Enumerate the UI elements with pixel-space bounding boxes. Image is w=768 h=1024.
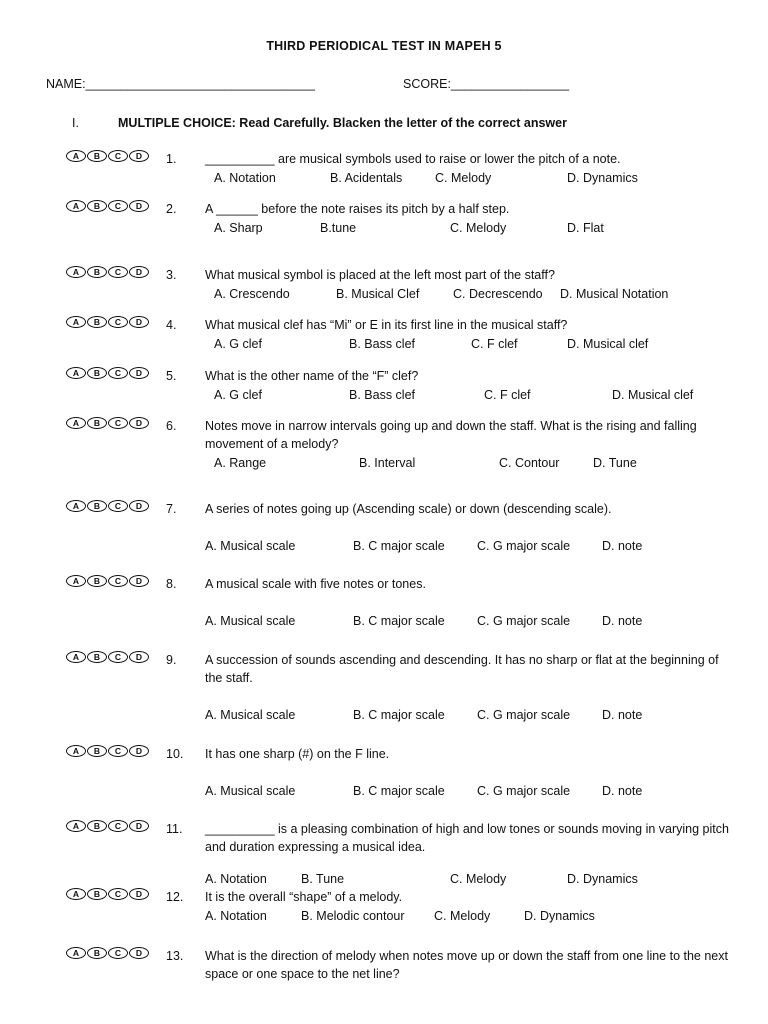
- answer-bubble-d[interactable]: D: [129, 888, 149, 900]
- answer-bubble-a[interactable]: A: [66, 417, 86, 429]
- question-number: 13.: [166, 949, 184, 963]
- name-field: NAME:_________________________________: [46, 77, 316, 91]
- question-number: 12.: [166, 890, 184, 904]
- option-a: A. Sharp: [214, 221, 263, 235]
- question-text: What is the other name of the “F” clef?: [205, 369, 419, 383]
- answer-bubble-a[interactable]: A: [66, 266, 86, 278]
- question-text: Notes move in narrow intervals going up and down the staff. What is the rising and falling movement of a melody?: [205, 419, 697, 451]
- option-c: C. G major scale: [477, 539, 571, 553]
- question-number: 9.: [166, 653, 177, 667]
- section-instruction: MULTIPLE CHOICE: Read Carefully. Blacken the letter of the correct answer: [118, 116, 567, 130]
- answer-bubble-d[interactable]: D: [129, 575, 149, 587]
- answer-bubble-b[interactable]: B: [87, 266, 107, 278]
- option-c: C. Melody: [435, 171, 492, 185]
- answer-bubble-c[interactable]: C: [108, 316, 128, 328]
- answer-bubble-a[interactable]: A: [66, 575, 86, 587]
- option-a: A. G clef: [214, 337, 262, 351]
- option-d: D. Dynamics: [567, 872, 638, 886]
- answer-bubble-c[interactable]: C: [108, 150, 128, 162]
- answer-bubble-b[interactable]: B: [87, 651, 107, 663]
- option-c: C. Melody: [450, 872, 507, 886]
- answer-bubbles: [66, 947, 149, 959]
- question-text: A musical scale with five notes or tones.: [205, 577, 426, 591]
- answer-bubble-b[interactable]: B: [87, 947, 107, 959]
- question-number: 1.: [166, 152, 177, 166]
- question-number: 10.: [166, 747, 184, 761]
- answer-bubble-b[interactable]: B: [87, 888, 107, 900]
- question-number: 7.: [166, 502, 177, 516]
- score-field: SCORE:_________________: [403, 77, 570, 91]
- question-text: A ______ before the note raises its pitch by a half step.: [205, 202, 510, 216]
- option-a: A. Musical scale: [205, 614, 296, 628]
- answer-bubble-d[interactable]: D: [129, 820, 149, 832]
- answer-bubble-b[interactable]: B: [87, 150, 107, 162]
- answer-bubble-a[interactable]: A: [66, 500, 86, 512]
- option-a: A. Range: [214, 456, 267, 470]
- question-text: It has one sharp (#) on the F line.: [205, 747, 390, 761]
- question-text: What musical clef has “Mi” or E in its first line in the musical staff?: [205, 318, 568, 332]
- option-b: B. C major scale: [353, 784, 445, 798]
- answer-bubble-c[interactable]: C: [108, 500, 128, 512]
- question-text: What musical symbol is placed at the left most part of the staff?: [205, 268, 555, 282]
- answer-bubbles: [66, 820, 149, 832]
- answer-bubble-d[interactable]: D: [129, 150, 149, 162]
- option-d: D. Dynamics: [567, 171, 638, 185]
- answer-bubble-d[interactable]: D: [129, 200, 149, 212]
- option-b: B. C major scale: [353, 614, 445, 628]
- answer-bubble-c[interactable]: C: [108, 820, 128, 832]
- option-d: D. note: [602, 784, 643, 798]
- question-number: 5.: [166, 369, 177, 383]
- answer-bubbles: [66, 367, 149, 379]
- question-number: 6.: [166, 419, 177, 433]
- option-b: B. Tune: [301, 872, 345, 886]
- question-text: A series of notes going up (Ascending scale) or down (descending scale).: [205, 502, 612, 516]
- answer-bubble-b[interactable]: B: [87, 575, 107, 587]
- option-c: C. G major scale: [477, 614, 571, 628]
- answer-bubble-d[interactable]: D: [129, 316, 149, 328]
- answer-bubbles: [66, 200, 149, 212]
- answer-bubbles: [66, 500, 149, 512]
- answer-bubble-c[interactable]: C: [108, 575, 128, 587]
- option-c: C. F clef: [471, 337, 518, 351]
- option-d: D. Musical Notation: [560, 287, 669, 301]
- option-b: B. Acidentals: [330, 171, 403, 185]
- answer-bubble-d[interactable]: D: [129, 651, 149, 663]
- question-text: __________ are musical symbols used to raise or lower the pitch of a note.: [205, 152, 621, 166]
- option-b: B.tune: [320, 221, 357, 235]
- answer-bubble-c[interactable]: C: [108, 266, 128, 278]
- answer-bubble-a[interactable]: A: [66, 745, 86, 757]
- answer-bubble-d[interactable]: D: [129, 947, 149, 959]
- question-number: 3.: [166, 268, 177, 282]
- option-a: A. Notation: [205, 872, 267, 886]
- option-b: B. Musical Clef: [336, 287, 420, 301]
- section-number: I.: [72, 116, 79, 130]
- answer-bubble-c[interactable]: C: [108, 947, 128, 959]
- option-d: D. note: [602, 614, 643, 628]
- answer-bubbles: [66, 651, 149, 663]
- answer-bubbles: [66, 888, 149, 900]
- answer-bubble-a[interactable]: A: [66, 820, 86, 832]
- answer-bubble-a[interactable]: A: [66, 367, 86, 379]
- option-c: C. Melody: [434, 909, 491, 923]
- option-c: C. F clef: [484, 388, 531, 402]
- answer-bubbles: [66, 745, 149, 757]
- option-d: D. note: [602, 708, 643, 722]
- option-d: D. Musical clef: [567, 337, 649, 351]
- answer-bubble-d[interactable]: D: [129, 417, 149, 429]
- option-a: A. Musical scale: [205, 708, 296, 722]
- answer-bubble-b[interactable]: B: [87, 316, 107, 328]
- option-a: A. Crescendo: [214, 287, 290, 301]
- option-c: C. G major scale: [477, 708, 571, 722]
- option-b: B. C major scale: [353, 708, 445, 722]
- option-a: A. Notation: [214, 171, 276, 185]
- question-number: 4.: [166, 318, 177, 332]
- answer-bubble-a[interactable]: A: [66, 200, 86, 212]
- question-number: 2.: [166, 202, 177, 216]
- answer-bubble-b[interactable]: B: [87, 417, 107, 429]
- answer-bubble-c[interactable]: C: [108, 367, 128, 379]
- answer-bubble-c[interactable]: C: [108, 417, 128, 429]
- option-d: D. Flat: [567, 221, 604, 235]
- answer-bubbles: [66, 316, 149, 328]
- option-d: D. note: [602, 539, 643, 553]
- option-d: D. Tune: [593, 456, 637, 470]
- section-heading: [72, 116, 567, 130]
- answer-bubble-a[interactable]: A: [66, 651, 86, 663]
- answer-bubbles: [66, 150, 149, 162]
- option-b: B. Melodic contour: [301, 909, 405, 923]
- question-number: 11.: [166, 822, 183, 836]
- option-c: C. Decrescendo: [453, 287, 543, 301]
- answer-bubble-d[interactable]: D: [129, 745, 149, 757]
- answer-bubble-a[interactable]: A: [66, 888, 86, 900]
- question-text: It is the overall “shape” of a melody.: [205, 890, 403, 904]
- answer-bubble-c[interactable]: C: [108, 651, 128, 663]
- answer-bubble-c[interactable]: C: [108, 745, 128, 757]
- question-number: 8.: [166, 577, 177, 591]
- answer-bubbles: [66, 266, 149, 278]
- option-a: A. G clef: [214, 388, 262, 402]
- question-text: __________ is a pleasing combination of high and low tones or sounds moving in varying pitch and duration expressing a musical idea.: [205, 822, 729, 854]
- answer-bubble-d[interactable]: D: [129, 500, 149, 512]
- option-c: C. Contour: [499, 456, 560, 470]
- option-b: B. Bass clef: [349, 388, 415, 402]
- answer-bubble-c[interactable]: C: [108, 888, 128, 900]
- answer-bubble-d[interactable]: D: [129, 367, 149, 379]
- option-b: B. Bass clef: [349, 337, 415, 351]
- answer-bubbles: [66, 417, 149, 429]
- question-text: What is the direction of melody when notes move up or down the staff from one line to the next space or one space to the net line?: [205, 949, 728, 981]
- answer-bubble-c[interactable]: C: [108, 200, 128, 212]
- answer-bubble-b[interactable]: B: [87, 820, 107, 832]
- option-d: D. Musical clef: [612, 388, 694, 402]
- option-d: D. Dynamics: [524, 909, 595, 923]
- option-b: B. C major scale: [353, 539, 445, 553]
- option-a: A. Musical scale: [205, 784, 296, 798]
- option-b: B. Interval: [359, 456, 416, 470]
- answer-bubble-a[interactable]: A: [66, 316, 86, 328]
- answer-bubble-a[interactable]: A: [66, 150, 86, 162]
- page-title: THIRD PERIODICAL TEST IN MAPEH 5: [266, 39, 502, 53]
- question-text: A succession of sounds ascending and descending. It has no sharp or flat at the beginning of the staff.: [205, 653, 719, 685]
- answer-bubbles: [66, 575, 149, 587]
- answer-bubble-b[interactable]: B: [87, 200, 107, 212]
- option-c: C. Melody: [450, 221, 507, 235]
- answer-bubble-b[interactable]: B: [87, 500, 107, 512]
- answer-bubble-b[interactable]: B: [87, 367, 107, 379]
- answer-bubble-d[interactable]: D: [129, 266, 149, 278]
- answer-bubble-a[interactable]: A: [66, 947, 86, 959]
- option-a: A. Musical scale: [205, 539, 296, 553]
- answer-bubble-b[interactable]: B: [87, 745, 107, 757]
- option-a: A. Notation: [205, 909, 267, 923]
- option-c: C. G major scale: [477, 784, 571, 798]
